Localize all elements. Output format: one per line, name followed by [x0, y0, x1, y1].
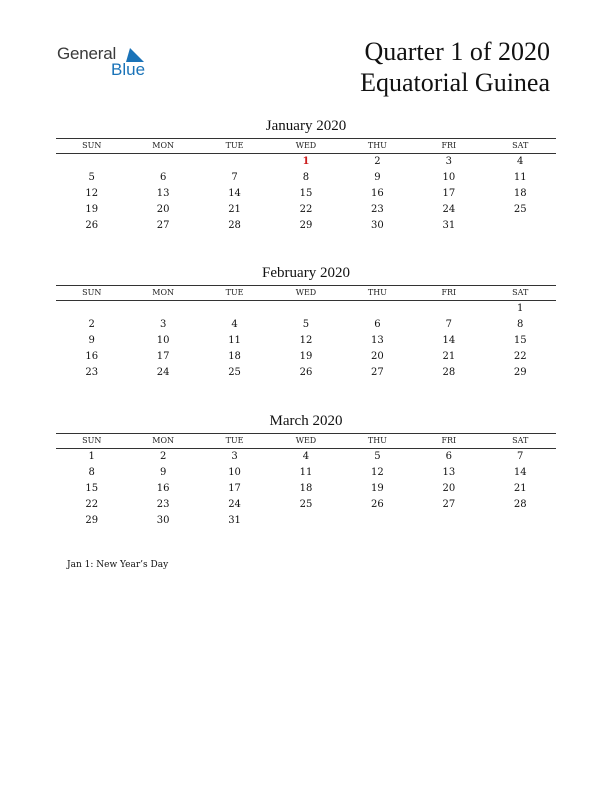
- title-country: Equatorial Guinea: [360, 68, 550, 97]
- weekday-label: THU: [367, 436, 387, 445]
- weekday-label: WED: [295, 436, 317, 445]
- week-row: [56, 497, 556, 513]
- empty-day-cell: [413, 301, 484, 317]
- week-row: [56, 154, 556, 170]
- empty-day-cell: [413, 513, 484, 529]
- month-calendar-february: [56, 264, 556, 381]
- week-row: [56, 513, 556, 529]
- week-row: [56, 465, 556, 481]
- day-cell: 15: [85, 483, 99, 494]
- empty-day-cell: [199, 154, 270, 170]
- weekday-label: SUN: [82, 141, 102, 150]
- day-cell: 21: [442, 351, 456, 362]
- day-cell: 29: [85, 515, 99, 526]
- day-cell: 9: [88, 335, 95, 346]
- day-cell: 31: [228, 515, 241, 526]
- day-cell: 29: [513, 367, 527, 378]
- holiday-note: Jan 1: New Year’s Day: [67, 560, 169, 570]
- month-title: March 2020: [269, 413, 343, 429]
- day-cell: 1: [88, 451, 95, 462]
- day-cell: 13: [371, 335, 384, 346]
- day-cell: 10: [442, 172, 456, 183]
- day-cell: 18: [513, 188, 527, 199]
- weekday-label: TUE: [225, 436, 244, 445]
- day-cell: 7: [517, 451, 524, 462]
- day-cell: 4: [302, 451, 310, 462]
- day-cell: 27: [371, 367, 384, 378]
- day-cell: 2: [159, 451, 167, 462]
- day-cell: 20: [371, 351, 384, 362]
- month-grid: [56, 301, 556, 381]
- day-cell: 26: [299, 367, 313, 378]
- weekday-label: SUN: [82, 436, 102, 445]
- day-cell: 6: [374, 319, 381, 330]
- day-cell: 10: [156, 335, 170, 346]
- empty-day-cell: [127, 301, 198, 317]
- empty-day-cell: [56, 154, 127, 170]
- day-cell: 17: [156, 351, 170, 362]
- month-calendar-march: [56, 412, 556, 529]
- day-cell: 21: [228, 204, 241, 215]
- day-cell: 31: [442, 220, 456, 231]
- week-row: [56, 186, 556, 202]
- day-cell: 8: [517, 319, 524, 330]
- day-cell: 4: [231, 319, 238, 330]
- day-cell: 19: [371, 483, 384, 494]
- day-cell: 22: [85, 499, 99, 510]
- day-cell: 22: [513, 351, 527, 362]
- weekday-label: THU: [367, 141, 387, 150]
- week-row: [56, 333, 556, 349]
- weekday-header: [56, 138, 556, 154]
- empty-day-cell: [342, 301, 413, 317]
- day-cell: 22: [299, 204, 313, 215]
- holiday-day-cell: 1: [302, 156, 310, 167]
- week-row: [56, 301, 556, 317]
- weekday-label: THU: [367, 288, 387, 297]
- empty-day-cell: [199, 301, 270, 317]
- week-row: [56, 218, 556, 234]
- day-cell: 8: [302, 172, 310, 183]
- day-cell: 3: [231, 451, 238, 462]
- day-cell: 5: [88, 172, 95, 183]
- day-cell: 30: [371, 220, 384, 231]
- day-cell: 28: [513, 499, 527, 510]
- day-cell: 9: [159, 467, 167, 478]
- day-cell: 14: [442, 335, 456, 346]
- empty-day-cell: [127, 154, 198, 170]
- day-cell: 30: [156, 515, 170, 526]
- day-cell: 26: [85, 220, 99, 231]
- day-cell: 24: [442, 204, 456, 215]
- day-cell: 18: [299, 483, 313, 494]
- day-cell: 23: [156, 499, 170, 510]
- month-grid: [56, 449, 556, 529]
- week-row: [56, 365, 556, 381]
- weekday-label: WED: [295, 288, 317, 297]
- day-cell: 10: [228, 467, 241, 478]
- day-cell: 3: [159, 319, 167, 330]
- day-cell: 25: [299, 499, 313, 510]
- month-title: January 2020: [265, 118, 347, 134]
- day-cell: 6: [159, 172, 167, 183]
- week-row: [56, 170, 556, 186]
- week-row: [56, 317, 556, 333]
- day-cell: 3: [445, 156, 452, 167]
- day-cell: 5: [302, 319, 310, 330]
- day-cell: 8: [88, 467, 95, 478]
- day-cell: 17: [442, 188, 456, 199]
- day-cell: 21: [513, 483, 527, 494]
- empty-day-cell: [485, 218, 556, 234]
- day-cell: 14: [513, 467, 527, 478]
- day-cell: 27: [156, 220, 170, 231]
- day-cell: 23: [85, 367, 99, 378]
- day-cell: 12: [371, 467, 384, 478]
- weekday-label: WED: [295, 141, 317, 150]
- week-row: [56, 349, 556, 365]
- month-calendar-january: [56, 117, 556, 234]
- day-cell: 19: [299, 351, 313, 362]
- day-cell: 16: [371, 188, 384, 199]
- day-cell: 19: [85, 204, 99, 215]
- day-cell: 17: [228, 483, 241, 494]
- day-cell: 6: [445, 451, 452, 462]
- page-title: [360, 36, 550, 98]
- weekday-label: MON: [152, 141, 174, 150]
- day-cell: 9: [374, 172, 381, 183]
- weekday-label: MON: [152, 436, 174, 445]
- month-grid: [56, 154, 556, 234]
- empty-day-cell: [270, 301, 341, 317]
- title-quarter: Quarter 1 of 2020: [364, 37, 550, 66]
- day-cell: 24: [228, 499, 241, 510]
- weekday-label: SUN: [82, 288, 102, 297]
- day-cell: 15: [299, 188, 313, 199]
- day-cell: 16: [85, 351, 99, 362]
- brand-logo: [57, 44, 157, 80]
- day-cell: 20: [442, 483, 456, 494]
- logo-text-general: General: [57, 44, 117, 63]
- day-cell: 1: [517, 303, 524, 314]
- empty-day-cell: [270, 513, 341, 529]
- weekday-header: [56, 433, 556, 449]
- weekday-label: SAT: [512, 436, 529, 445]
- day-cell: 12: [85, 188, 99, 199]
- day-cell: 25: [228, 367, 241, 378]
- weekday-label: TUE: [225, 288, 244, 297]
- weekday-label: SAT: [512, 141, 529, 150]
- day-cell: 24: [156, 367, 170, 378]
- day-cell: 18: [228, 351, 241, 362]
- weekday-label: TUE: [225, 141, 244, 150]
- day-cell: 15: [513, 335, 527, 346]
- weekday-label: FRI: [441, 436, 457, 445]
- day-cell: 28: [228, 220, 241, 231]
- day-cell: 16: [156, 483, 170, 494]
- day-cell: 5: [374, 451, 381, 462]
- week-row: [56, 202, 556, 218]
- day-cell: 28: [442, 367, 456, 378]
- day-cell: 11: [299, 467, 313, 478]
- empty-day-cell: [56, 301, 127, 317]
- day-cell: 11: [228, 335, 241, 346]
- day-cell: 12: [299, 335, 313, 346]
- day-cell: 11: [513, 172, 527, 183]
- weekday-label: SAT: [512, 288, 529, 297]
- weekday-label: FRI: [441, 141, 457, 150]
- day-cell: 27: [442, 499, 456, 510]
- logo-text-blue: Blue: [111, 60, 146, 79]
- day-cell: 23: [371, 204, 384, 215]
- month-title: February 2020: [262, 265, 350, 281]
- day-cell: 13: [156, 188, 170, 199]
- week-row: [56, 481, 556, 497]
- empty-day-cell: [485, 513, 556, 529]
- day-cell: 2: [88, 319, 95, 330]
- day-cell: 13: [442, 467, 456, 478]
- day-cell: 7: [231, 172, 238, 183]
- weekday-label: MON: [152, 288, 174, 297]
- day-cell: 7: [445, 319, 452, 330]
- day-cell: 20: [156, 204, 170, 215]
- day-cell: 29: [299, 220, 313, 231]
- empty-day-cell: [342, 513, 413, 529]
- week-row: [56, 449, 556, 465]
- day-cell: 4: [517, 156, 524, 167]
- day-cell: 14: [228, 188, 241, 199]
- day-cell: 26: [371, 499, 384, 510]
- weekday-label: FRI: [441, 288, 457, 297]
- weekday-header: [56, 285, 556, 301]
- day-cell: 25: [513, 204, 527, 215]
- day-cell: 2: [374, 156, 381, 167]
